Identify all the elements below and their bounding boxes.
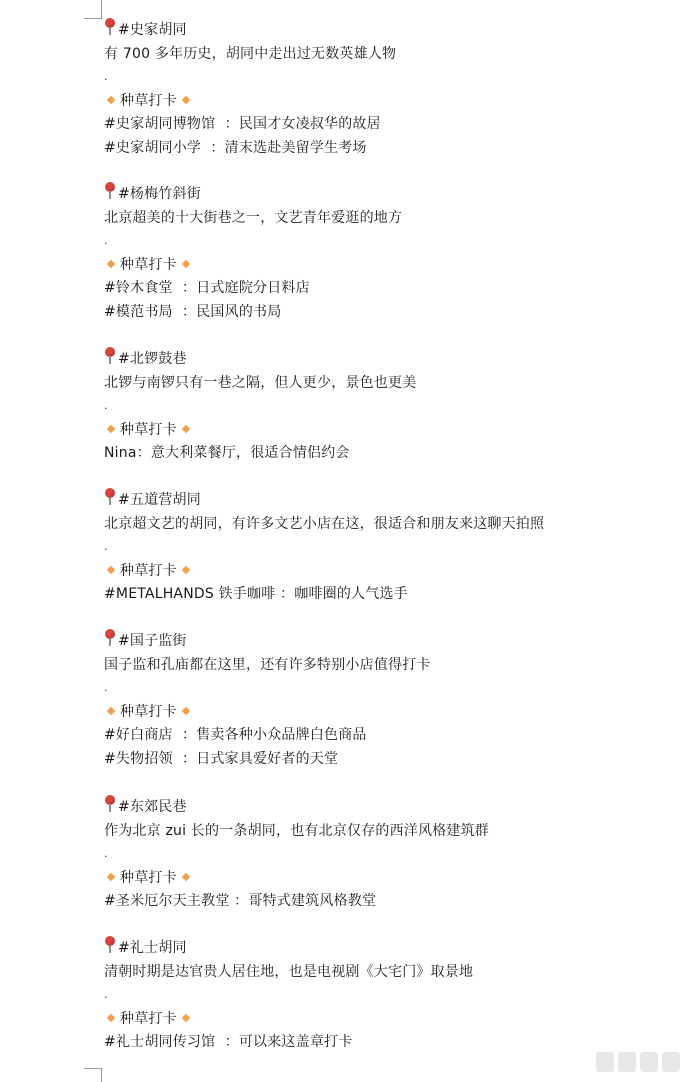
section-title-text: #礼士胡同 bbox=[118, 940, 187, 956]
section-title-text: #北锣鼓巷 bbox=[118, 351, 187, 367]
section-title-text: #国子监街 bbox=[118, 633, 187, 649]
orange-diamond-icon bbox=[182, 1014, 190, 1022]
highlight-label-text: 种草打卡 bbox=[120, 562, 177, 579]
recommendation-item: #失物招领 ：日式家具爱好者的天堂 bbox=[104, 751, 339, 767]
section-description: 北京超美的十大街巷之一，文艺青年爱逛的地方 bbox=[104, 209, 403, 226]
pushpin-needle bbox=[109, 191, 111, 199]
watermark-block bbox=[662, 1052, 680, 1072]
separator-dot: . bbox=[104, 399, 108, 413]
round-pushpin-icon bbox=[104, 182, 116, 200]
orange-diamond-icon bbox=[182, 873, 190, 881]
section-title-text: #五道营胡同 bbox=[118, 492, 201, 508]
separator-dot: . bbox=[104, 847, 108, 861]
recommendation-item: #铃木食堂 ：日式庭院分日料店 bbox=[104, 280, 310, 297]
orange-diamond-icon bbox=[107, 96, 115, 104]
recommendation-item: #史家胡同博物馆 ：民国才女凌叔华的故居 bbox=[104, 116, 381, 133]
section-title-text: #史家胡同 bbox=[118, 22, 187, 38]
recommendation-item: #圣米厄尔天主教堂 ：哥特式建筑风格教堂 bbox=[104, 893, 377, 910]
round-pushpin-icon bbox=[104, 18, 116, 36]
round-pushpin-icon bbox=[104, 795, 116, 813]
section-title bbox=[104, 795, 187, 819]
round-pushpin-icon bbox=[104, 347, 116, 365]
section-description: 国子监和孔庙都在这里，还有许多特别小店值得打卡 bbox=[104, 656, 431, 673]
highlight-label-text: 种草打卡 bbox=[120, 256, 177, 273]
highlight-label bbox=[104, 700, 193, 724]
orange-diamond-icon bbox=[182, 707, 190, 715]
recommendation-item: Nina：意大利菜餐厅，很适合情侣约会 bbox=[104, 445, 350, 462]
highlight-label bbox=[104, 866, 193, 890]
section-title bbox=[104, 629, 187, 653]
highlight-label bbox=[104, 89, 193, 113]
watermark-block bbox=[640, 1052, 658, 1072]
separator-dot: . bbox=[104, 540, 108, 554]
section-title bbox=[104, 182, 201, 206]
section-description: 有 700 多年历史，胡同中走出过无数英雄人物 bbox=[104, 45, 397, 62]
recommendation-item: #好白商店 ：售卖各种小众品牌白色商品 bbox=[104, 727, 367, 744]
highlight-label-text: 种草打卡 bbox=[120, 421, 177, 438]
recommendation-item: #模范书局 ：民国风的书局 bbox=[104, 304, 282, 320]
recommendation-item: #礼士胡同传习馆 ：可以来这盖章打卡 bbox=[104, 1034, 353, 1051]
highlight-label bbox=[104, 1007, 193, 1031]
section-title bbox=[104, 488, 201, 512]
orange-diamond-icon bbox=[107, 425, 115, 433]
pushpin-needle bbox=[109, 638, 111, 646]
section-title bbox=[104, 347, 187, 371]
orange-diamond-icon bbox=[107, 1014, 115, 1022]
section-description: 北京超文艺的胡同，有许多文艺小店在这，很适合和朋友来这聊天拍照 bbox=[104, 515, 545, 532]
section-title-text: #杨梅竹斜街 bbox=[118, 186, 201, 202]
separator-dot: . bbox=[104, 234, 108, 248]
watermark bbox=[596, 1050, 680, 1074]
section-description: 清朝时期是达官贵人居住地，也是电视剧《大宅门》取景地 bbox=[104, 963, 474, 980]
round-pushpin-icon bbox=[104, 488, 116, 506]
recommendation-item: #METALHANDS 铁手咖啡 ：咖啡圈的人气选手 bbox=[104, 586, 408, 603]
pushpin-needle bbox=[109, 497, 111, 505]
section-title bbox=[104, 936, 187, 960]
separator-dot: . bbox=[104, 70, 108, 84]
orange-diamond-icon bbox=[182, 425, 190, 433]
orange-diamond-icon bbox=[182, 566, 190, 574]
highlight-label-text: 种草打卡 bbox=[120, 92, 177, 109]
pushpin-needle bbox=[109, 945, 111, 953]
orange-diamond-icon bbox=[107, 873, 115, 881]
highlight-label-text: 种草打卡 bbox=[120, 869, 177, 886]
separator-dot: . bbox=[104, 681, 108, 695]
watermark-block bbox=[596, 1052, 614, 1072]
pushpin-needle bbox=[109, 356, 111, 364]
orange-diamond-icon bbox=[182, 260, 190, 268]
pushpin-needle bbox=[109, 804, 111, 812]
round-pushpin-icon bbox=[104, 629, 116, 647]
orange-diamond-icon bbox=[107, 260, 115, 268]
highlight-label-text: 种草打卡 bbox=[120, 1010, 177, 1027]
section-title bbox=[104, 18, 187, 42]
separator-dot: . bbox=[104, 988, 108, 1002]
highlight-label bbox=[104, 559, 193, 583]
highlight-label-text: 种草打卡 bbox=[120, 703, 177, 720]
round-pushpin-icon bbox=[104, 936, 116, 954]
highlight-label bbox=[104, 253, 193, 277]
highlight-label bbox=[104, 418, 193, 442]
orange-diamond-icon bbox=[107, 707, 115, 715]
pushpin-needle bbox=[109, 27, 111, 35]
orange-diamond-icon bbox=[107, 566, 115, 574]
recommendation-item: #史家胡同小学 ：清末选赴美留学生考场 bbox=[104, 140, 367, 156]
watermark-block bbox=[618, 1052, 636, 1072]
orange-diamond-icon bbox=[182, 96, 190, 104]
section-description: 作为北京 zui 长的一条胡同，也有北京仅存的西洋风格建筑群 bbox=[104, 822, 490, 839]
section-title-text: #东郊民巷 bbox=[118, 799, 187, 815]
section-description: 北锣与南锣只有一巷之隔，但人更少，景色也更美 bbox=[104, 374, 417, 391]
